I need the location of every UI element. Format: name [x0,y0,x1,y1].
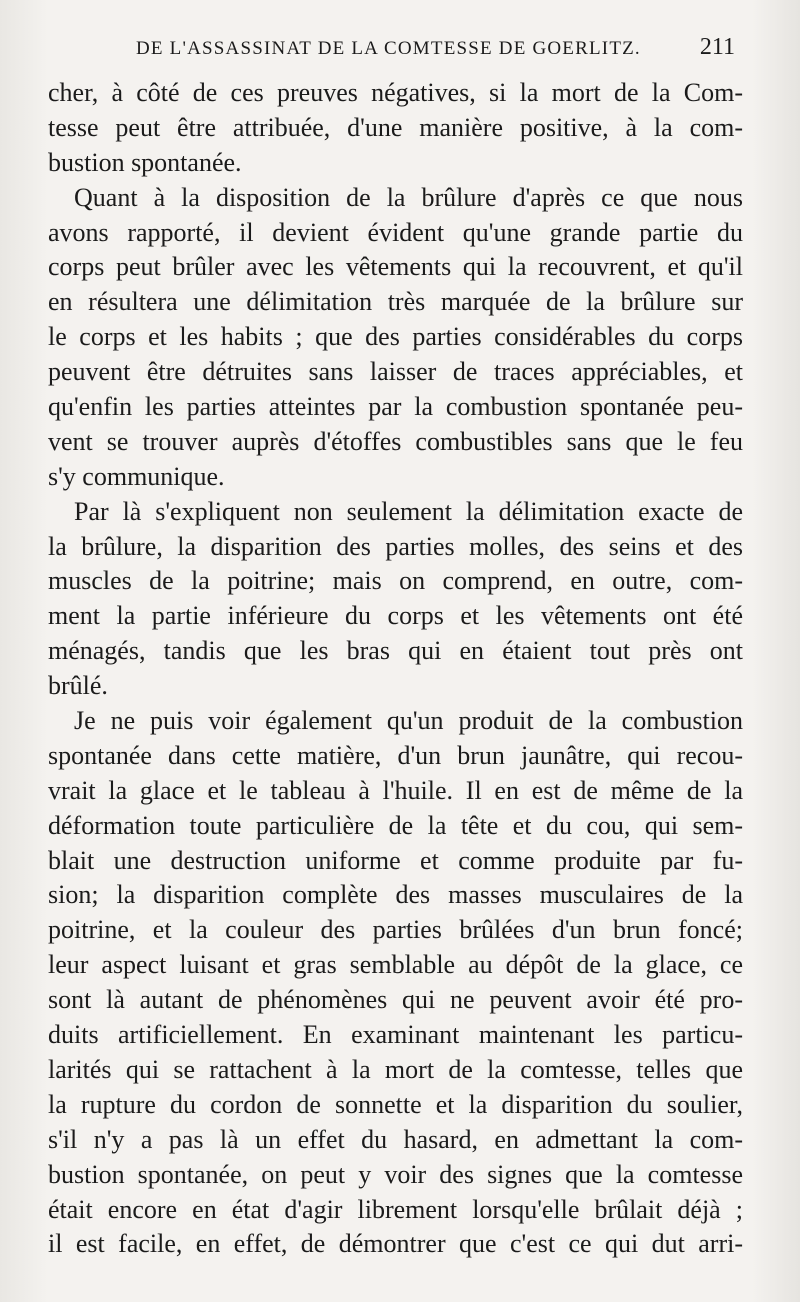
text-line: sont là autant de phénomènes qui ne peuvent avoir été pro- [48,985,743,1015]
text-line: ménagés, tandis que les bras qui en étaient tout près ont [48,636,743,666]
text-line: était encore en état d'agir librement lorsqu'elle brûlait déjà ; [48,1194,743,1224]
text-line: déformation toute particulière de la tête et du cou, qui sem- [48,810,743,840]
text-line: leur aspect luisant et gras semblable au dépôt de la glace, ce [48,950,743,980]
text-line: cher, à côté de ces preuves négatives, si la mort de la Com- [48,78,743,107]
paragraph-start-line: Je ne puis voir également qu'un produit de la combustion [74,706,743,736]
running-head: DE L'ASSASSINAT DE LA COMTESSE DE GOERLITZ. [136,38,641,59]
text-line: il est facile, en effet, de démontrer que c'est ce qui dut arri- [48,1229,743,1259]
text-line: muscles de la poitrine; mais on comprend, en outre, com- [48,566,743,596]
text-line: la rupture du cordon de sonnette et la disparition du soulier, [48,1089,743,1119]
text-line: peuvent être détruites sans laisser de traces appréciables, et [48,357,743,387]
text-line: sion; la disparition complète des masses musculaires de la [48,880,743,910]
text-line: poitrine, et la couleur des parties brûlées d'un brun foncé; [48,915,743,945]
text-line: tesse peut être attribuée, d'une manière positive, à la com- [48,112,743,142]
text-line: qu'enfin les parties atteintes par la combustion spontanée peu- [48,392,743,422]
text-line: avons rapporté, il devient évident qu'une grande partie du [48,217,743,247]
text-line: vrait la glace et le tableau à l'huile. Il en est de même de la [48,775,743,805]
page-header [48,36,743,72]
text-line: s'y communique. [48,461,225,491]
paragraph-start-line: Quant à la disposition de la brûlure d'après ce que nous [74,182,743,212]
page-number: 211 [699,34,735,60]
text-line: bustion spontanée, on peut y voir des signes que la comtesse [48,1159,743,1189]
body-text [48,76,743,1262]
text-line: vent se trouver auprès d'étoffes combustibles sans que le feu [48,426,743,456]
text-line: la brûlure, la disparition des parties molles, des seins et des [48,531,743,561]
paragraph-start-line: Par là s'expliquent non seulement la délimitation exacte de [74,496,743,526]
text-line: larités qui se rattachent à la mort de la comtesse, telles que [48,1054,743,1084]
text-line: ment la partie inférieure du corps et les vêtements ont été [48,601,743,631]
text-line: corps peut brûler avec les vêtements qui la recouvrent, et qu'il [48,252,743,282]
text-line: duits artificiellement. En examinant maintenant les particu- [48,1020,743,1050]
text-line: en résultera une délimitation très marquée de la brûlure sur [48,287,743,317]
text-line: blait une destruction uniforme et comme produite par fu- [48,845,743,875]
text-line: bustion spontanée. [48,147,242,177]
text-line: s'il n'y a pas là un effet du hasard, en admettant la com- [48,1124,743,1154]
text-line: le corps et les habits ; que des parties considérables du corps [48,322,743,352]
text-line: brûlé. [48,671,108,701]
text-line: spontanée dans cette matière, d'un brun jaunâtre, qui recou- [48,740,743,770]
